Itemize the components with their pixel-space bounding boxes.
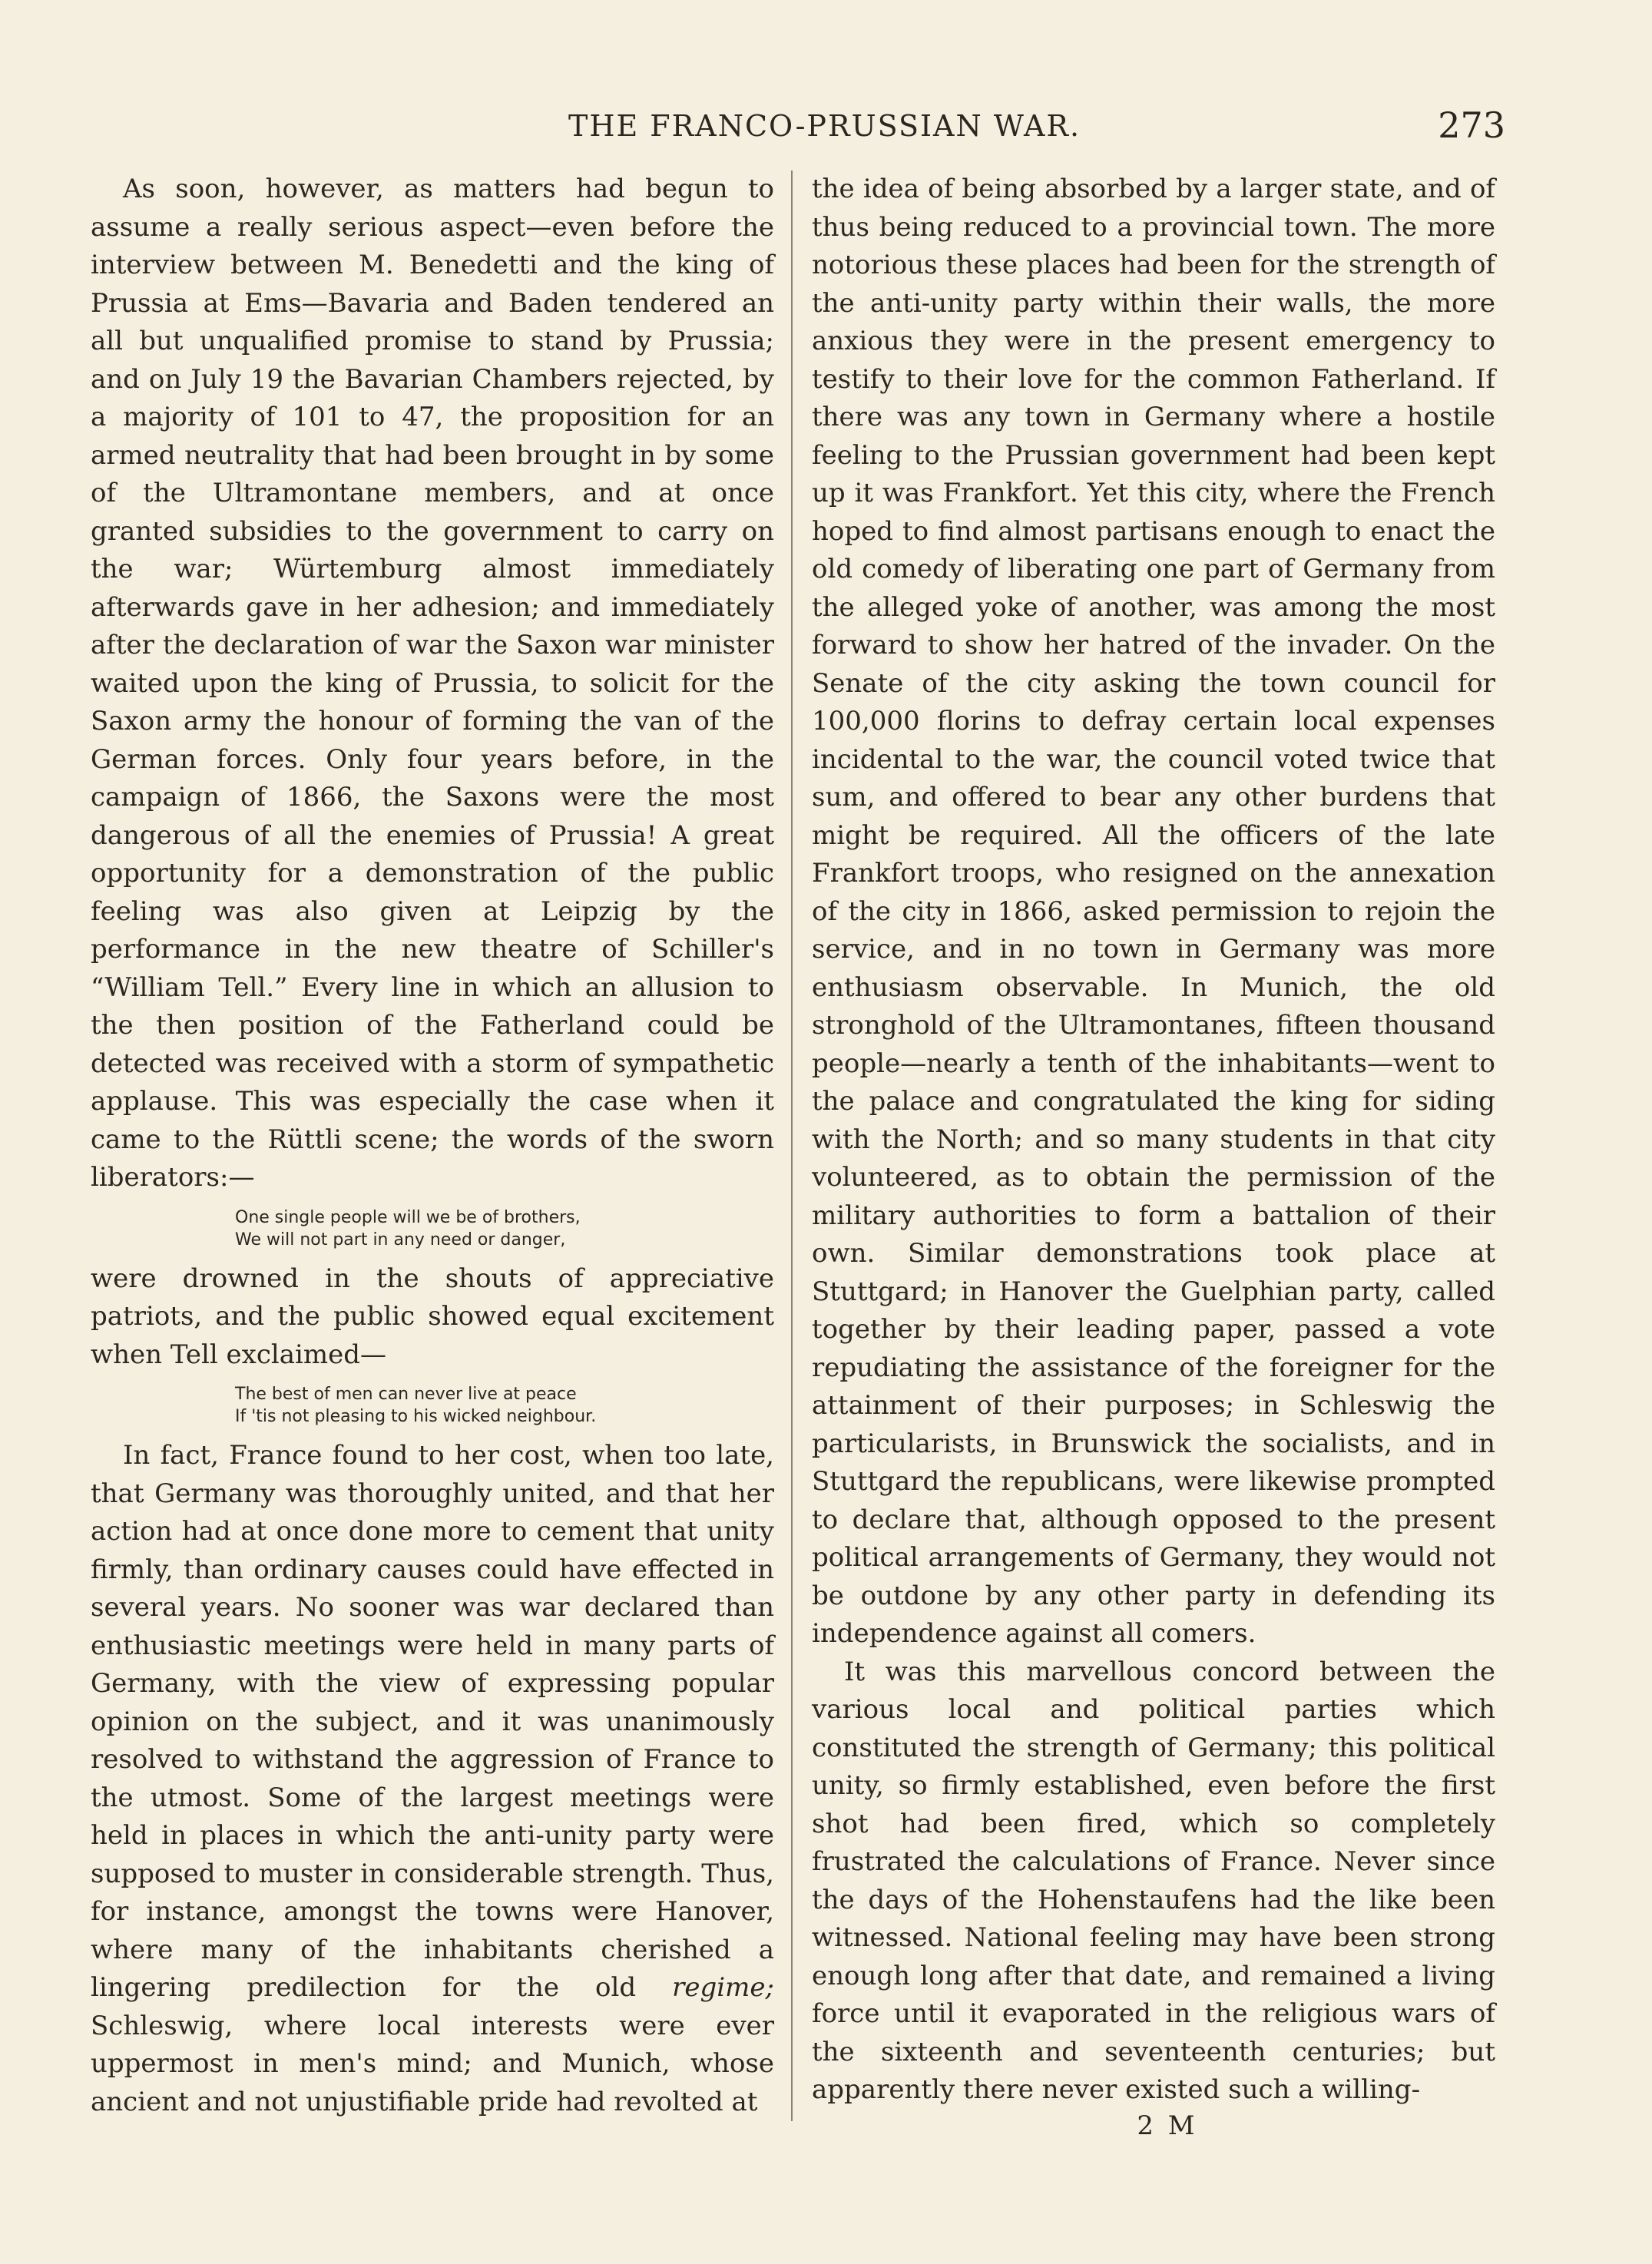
italic-text: regime;: [672, 1972, 774, 2003]
paragraph-text: Schleswig, where local interests were ever uppermost in men's mind; and Munich, whose ancient and not unjustifiable pride had revolted at: [91, 2010, 774, 2117]
paragraph: [91, 1437, 774, 2121]
verse-line: If 'tis not pleasing to his wicked neighbour.: [235, 1407, 597, 1426]
verse-line: We will not part in any need or danger,: [235, 1230, 566, 1250]
signature-mark: 2 M: [1137, 2110, 1198, 2141]
paragraph-text: In fact, France found to her cost, when too late, that Germany was thoroughly united, and that her action had at once done more to cement that unity firmly, than ordinary causes could have effected in several years. No sooner was war declared than enthusiastic meetings were held in many parts of Germany, with the view of expressing popular opinion on the subject, and it was unanimously resolved to withstand the aggression of France to the utmost. Some of the largest meetings were held in places in which the anti-unity party were supposed to muster in considerable strength. Thus, for instance, amongst the towns were Hanover, where many of the inhabitants cherished a lingering predilection for the old: [91, 1440, 774, 2003]
paragraph: It was this marvellous concord between the various local and political parties which constituted the strength of Germany; this political unity, so firmly established, even before the first shot had been fired, which so completely frustrated the calculations of France. Never since the days of the Hohenstaufens had the like been witnessed. National feeling may have been strong enough long after that date, and remained a living force until it evaporated in the religious wars of the sixteenth and seventeenth centuries; but apparently there never existed such a willing-: [812, 1656, 1495, 2105]
left-column: [91, 170, 774, 2121]
verse-quotation: [235, 1383, 774, 1428]
right-column: [812, 170, 1495, 2110]
paragraph: the idea of being absorbed by a larger state, and of thus being reduced to a provincial town. The more notorious these places had been for the strength of the anti-unity party within their walls, the more anxious they were in the present emergency to testify to their love for the common Fatherland. If there was any town in Germany where a hostile feeling to the Prussian government had been kept up it was Frankfort. Yet this city, where the French hoped to find almost partisans enough to enact the old comedy of liberating one part of Germany from the alleged yoke of another, was among the most forward to show her hatred of the invader. On the Senate of the city asking the town council for 100,000 florins to defray certain local expenses incidental to the war, the council voted twice that sum, and offered to bear any other burdens that might be required. All the officers of the late Frankfort troops, who resigned on the annexation of the city in 1866, asked permission to rejoin the service, and in no town in Germany was more enthusiasm observable. In Munich, the old stronghold of the Ultramontanes, fifteen thousand people—nearly a tenth of the inhabitants—went to the palace and congratulated the king for siding with the North; and so many students in that city volunteered, as to obtain the permission of the military authorities to form a battalion of their own. Similar demonstrations took place at Stuttgard; in Hanover the Guelphian party, called together by their leading paper, passed a vote repudiating the assistance of the foreigner for the attainment of their purposes; in Schleswig the particularists, in Brunswick the socialists, and in Stuttgard the republicans, were likewise prompted to declare that, although opposed to the present political arrangements of Germany, they would not be outdone by any other party in defending its independence against all comers.: [812, 174, 1495, 1649]
verse-line: The best of men can never live at peace: [235, 1385, 577, 1404]
paragraph: were drowned in the shouts of appreciative patriots, and the public showed equal excitement when Tell exclaimed—: [91, 1263, 774, 1370]
column-divider: [791, 170, 793, 2121]
page-number: 273: [1438, 104, 1505, 146]
verse-line: One single people will we be of brothers,: [235, 1207, 581, 1227]
verse-quotation: [235, 1206, 774, 1251]
paragraph: As soon, however, as matters had begun to assume a really serious aspect—even before the interview between M. Benedetti and the king of Prussia at Ems—Bavaria and Baden tendered an all but unqualified promise to stand by Prussia; and on July 19 the Bavarian Chambers rejected, by a majority of 101 to 47, the proposition for an armed neutrality that had been brought in by some of the Ultramontane members, and at once granted subsidies to the government to carry on the war; Würtemburg almost immediately afterwards gave in her adhesion; and immediately after the declaration of war the Saxon war minister waited upon the king of Prussia, to solicit for the Saxon army the honour of forming the van of the German forces. Only four years before, in the campaign of 1866, the Saxons were the most dangerous of all the enemies of Prussia! A great opportunity for a demonstration of the public feeling was also given at Leipzig by the performance in the new theatre of Schiller's “William Tell.” Every line in which an allusion to the then position of the Fatherland could be detected was received with a storm of sympathetic applause. This was especially the case when it came to the Rüttli scene; the words of the sworn liberators:—: [91, 174, 774, 1193]
running-header: THE FRANCO-PRUSSIAN WAR.: [568, 109, 1081, 143]
